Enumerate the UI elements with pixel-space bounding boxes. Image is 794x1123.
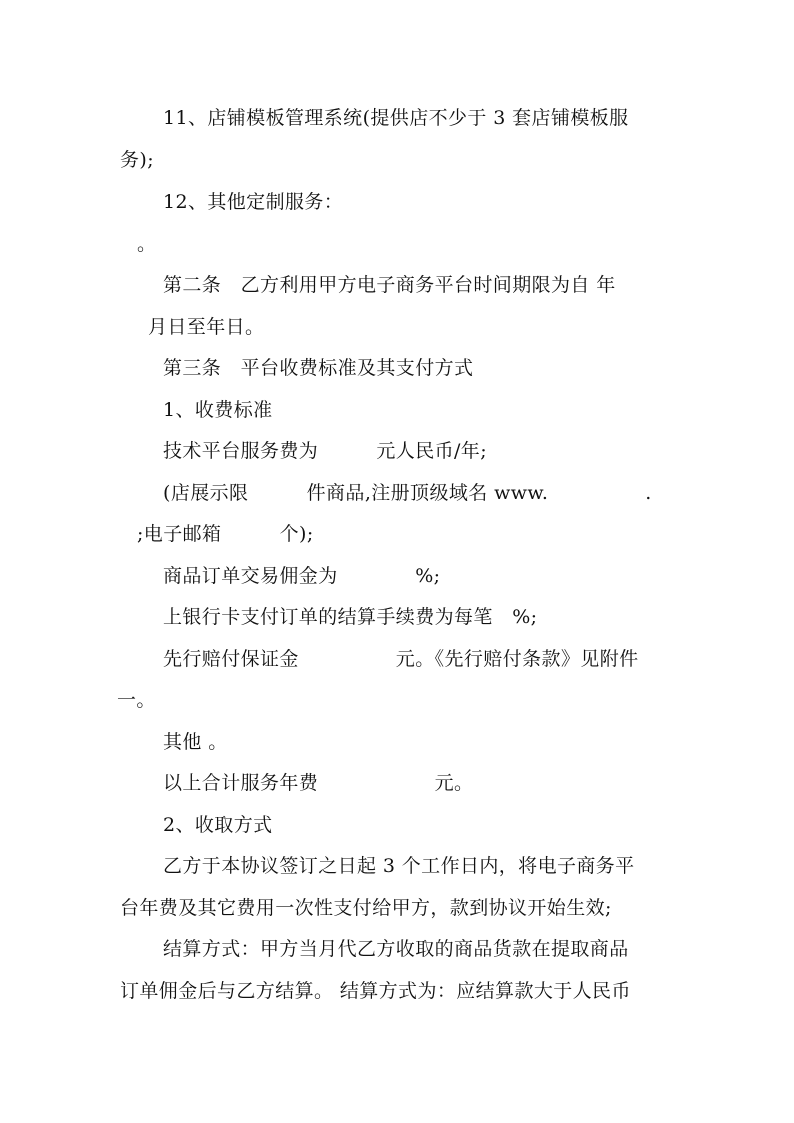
store-display-limit: (店展示限 件商品,注册顶级域名 www. . bbox=[163, 482, 652, 504]
article-two-heading: 第二条 乙方利用甲方电子商务平台时间期限为自 年 bbox=[163, 274, 616, 296]
payment-terms: 乙方于本协议签订之日起 3 个工作日内，将电子商务平 bbox=[163, 855, 635, 877]
tech-platform-fee: 技术平台服务费为 元人民币/年; bbox=[163, 440, 488, 462]
text-line-period: 。 bbox=[137, 233, 157, 255]
text-line-item-11: 11、店铺模板管理系统(提供店不少于 3 套店铺模板服 bbox=[163, 107, 629, 129]
other-fees: 其他 。 bbox=[163, 731, 228, 753]
collection-method-heading: 2、收取方式 bbox=[163, 814, 273, 836]
text-line-item-12: 12、其他定制服务： bbox=[163, 191, 344, 213]
text-line-item-11-cont: 务); bbox=[120, 149, 155, 171]
settlement-method: 结算方式：甲方当月代乙方收取的商品货款在提取商品 bbox=[163, 938, 629, 960]
payment-terms-cont: 台年费及其它费用一次性支付给甲方，款到协议开始生效; bbox=[120, 897, 612, 919]
fee-standard-heading: 1、收费标准 bbox=[163, 399, 273, 421]
total-annual-fee: 以上合计服务年费 元。 bbox=[163, 772, 474, 794]
settlement-method-cont: 订单佣金后与乙方结算。 结算方式为：应结算款大于人民币 bbox=[120, 980, 631, 1002]
advance-compensation-deposit: 先行赔付保证金 元。《先行赔付条款》见附件 bbox=[163, 648, 639, 670]
advance-compensation-cont: 一。 bbox=[117, 689, 156, 711]
article-two-cont: 月日至年日。 bbox=[148, 316, 265, 338]
card-settlement-fee: 上银行卡支付订单的结算手续费为每笔 %; bbox=[163, 606, 538, 628]
article-three-heading: 第三条 平台收费标准及其支付方式 bbox=[163, 357, 474, 379]
email-count: ;电子邮箱 个); bbox=[137, 523, 314, 545]
order-commission: 商品订单交易佣金为 %; bbox=[163, 565, 441, 587]
